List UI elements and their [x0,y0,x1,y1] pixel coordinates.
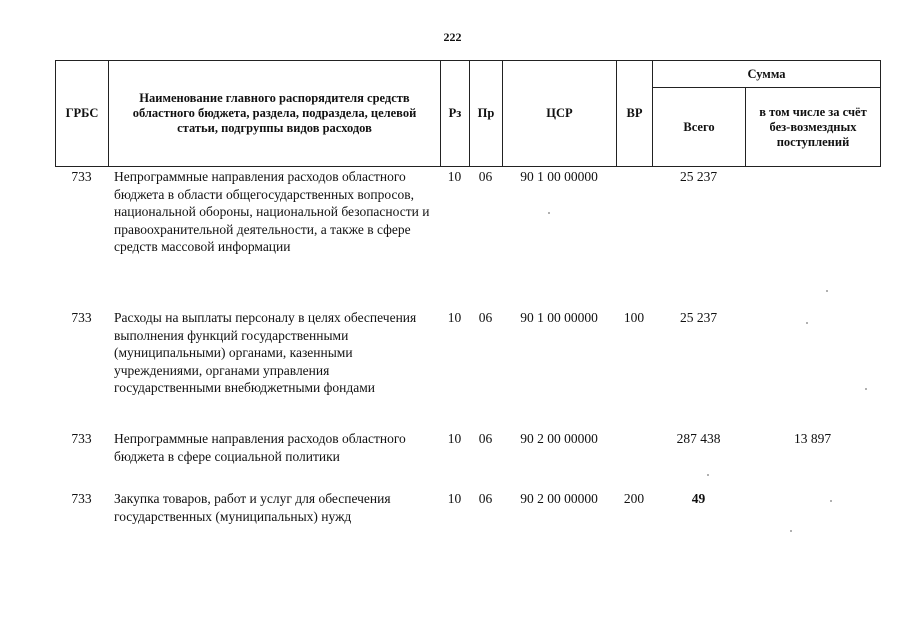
cell-free [745,490,880,530]
cell-pr: 06 [478,310,493,325]
cell-pr: 06 [478,431,493,446]
cell-rz: 10 [447,491,462,506]
cell-total: 287 438 [676,431,721,446]
cell-name: Непрограммные направления расходов областного бюджета в сфере социальной политики [114,431,406,464]
cell-vr [616,430,652,490]
cell-csr: 90 2 00 00000 [520,431,598,446]
table-row [55,309,880,430]
cell-free [745,309,880,430]
table-row [55,490,880,530]
cell-csr: 90 1 00 00000 [520,169,598,184]
header-rz: Рз [441,61,470,167]
cell-grbs: 733 [71,310,92,325]
cell-name: Закупка товаров, работ и услуг для обеспечения государственных (муниципальных) нужд [114,491,391,524]
header-csr: ЦСР [503,61,617,167]
cell-grbs: 733 [71,491,92,506]
cell-name: Расходы на выплаты персоналу в целях обеспечения выполнения функций государственными (муниципальными) органами, казенными учреждениями, органами управления государственными внебюджетными фондами [114,310,417,395]
header-free: в том числе за счёт без-возмездных поступлений [746,88,881,167]
scan-speck [806,322,808,324]
cell-name: Непрограммные направления расходов областного бюджета в области общегосударственных вопросов, национальной обороны, национальной безопасности и правоохранительной деятельности, а также в сфере средств массовой информации [114,169,430,254]
scan-speck [826,290,828,292]
cell-free: 13 897 [793,431,832,446]
scan-speck [548,212,550,214]
cell-pr: 06 [478,491,493,506]
table-header [55,60,881,167]
cell-free [745,168,880,309]
scan-speck [830,500,832,502]
cell-vr: 100 [623,310,645,325]
table-body [55,168,880,530]
header-vr: ВР [617,61,653,167]
header-sum: Сумма [653,61,881,88]
scan-speck [865,388,867,390]
cell-grbs: 733 [71,431,92,446]
cell-vr: 200 [623,491,645,506]
page-number: 222 [443,30,462,44]
cell-pr: 06 [478,169,493,184]
cell-csr: 90 1 00 00000 [520,310,598,325]
header-grbs: ГРБС [56,61,109,167]
cell-rz: 10 [447,431,462,446]
cell-total: 25 237 [679,169,718,184]
header-total: Всего [653,88,746,167]
cell-csr: 90 2 00 00000 [520,491,598,506]
cell-vr [616,168,652,309]
cell-total: 49 [691,491,706,506]
cell-total: 25 237 [679,310,718,325]
table-row [55,430,880,490]
cell-grbs: 733 [71,169,92,184]
header-pr: Пр [470,61,503,167]
header-name: Наименование главного распорядителя средств областного бюджета, раздела, подраздела, целевой статьи, подгруппы видов расходов [109,61,441,167]
scan-speck [707,474,709,476]
table-row [55,168,880,309]
cell-rz: 10 [447,310,462,325]
scan-speck [790,530,792,532]
cell-rz: 10 [447,169,462,184]
